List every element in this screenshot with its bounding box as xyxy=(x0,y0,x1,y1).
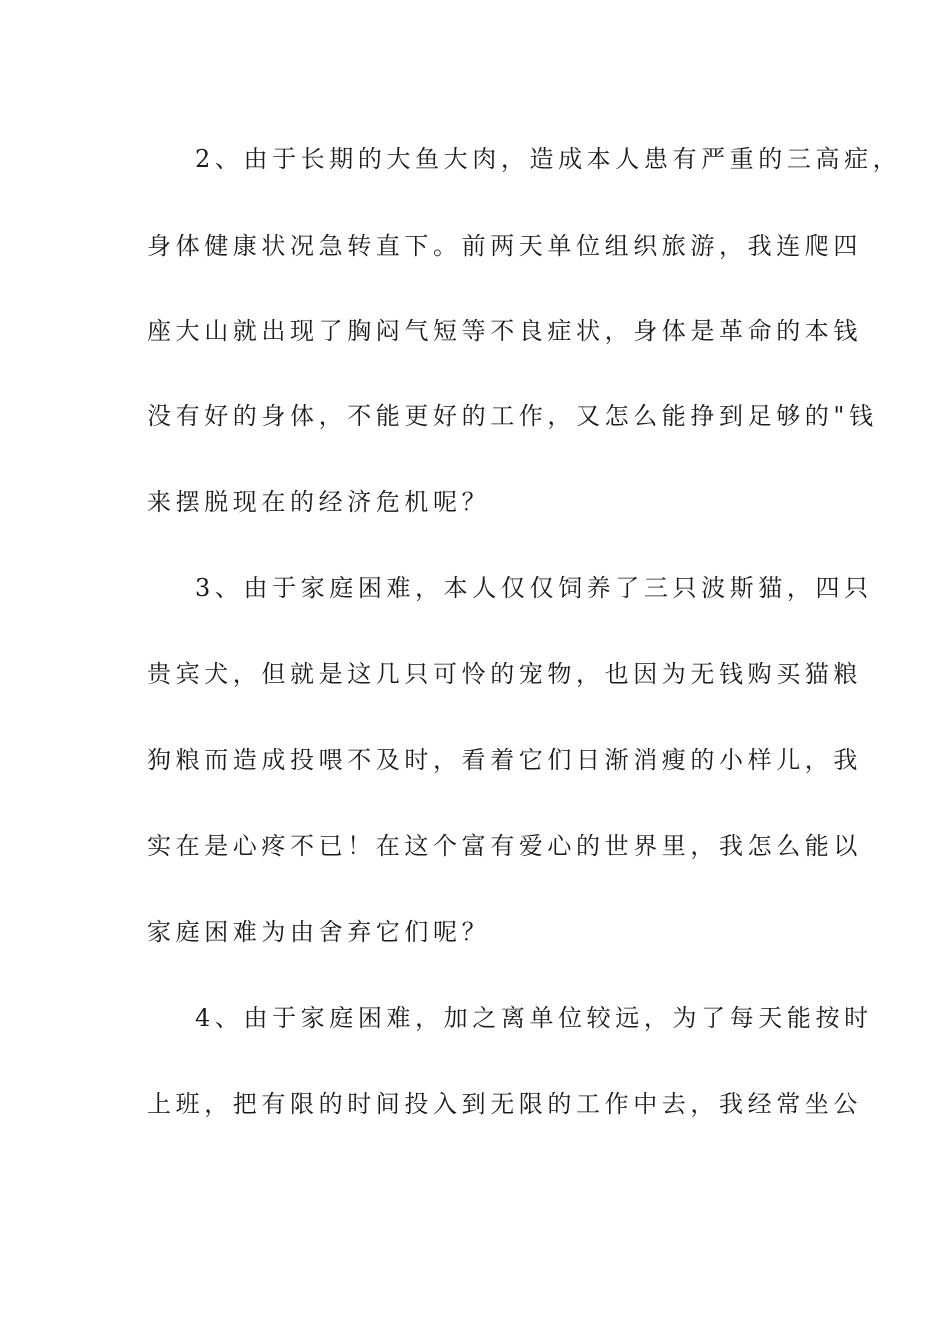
text-line-11: 4、由于家庭困难，加之离单位较远，为了每天能按时 xyxy=(195,1004,873,1032)
text-line-5: 来摆脱现在的经济危机呢？ xyxy=(147,488,491,516)
text-line-4: 没有好的身体，不能更好的工作，又怎么能挣到足够的"钱 xyxy=(147,402,878,430)
text-line-12: 上班，把有限的时间投入到无限的工作中去，我经常坐公 xyxy=(147,1090,862,1118)
text-line-6: 3、由于家庭困难，本人仅仅饲养了三只波斯猫，四只 xyxy=(195,574,873,602)
text-line-2: 身体健康状况急转直下。前两天单位组织旅游，我连爬四 xyxy=(147,232,862,260)
text-line-1: 2、由于长期的大鱼大肉，造成本人患有严重的三高症， xyxy=(195,145,902,173)
text-line-3: 座大山就出现了胸闷气短等不良症状，身体是革命的本钱 xyxy=(147,317,862,345)
text-line-7: 贵宾犬，但就是这几只可怜的宠物，也因为无钱购买猫粮 xyxy=(147,660,862,688)
text-line-8: 狗粮而造成投喂不及时，看着它们日渐消瘦的小样儿，我 xyxy=(147,746,862,774)
text-line-9: 实在是心疼不已！在这个富有爱心的世界里，我怎么能以 xyxy=(147,832,862,860)
text-line-10: 家庭困难为由舍弃它们呢？ xyxy=(147,918,491,946)
